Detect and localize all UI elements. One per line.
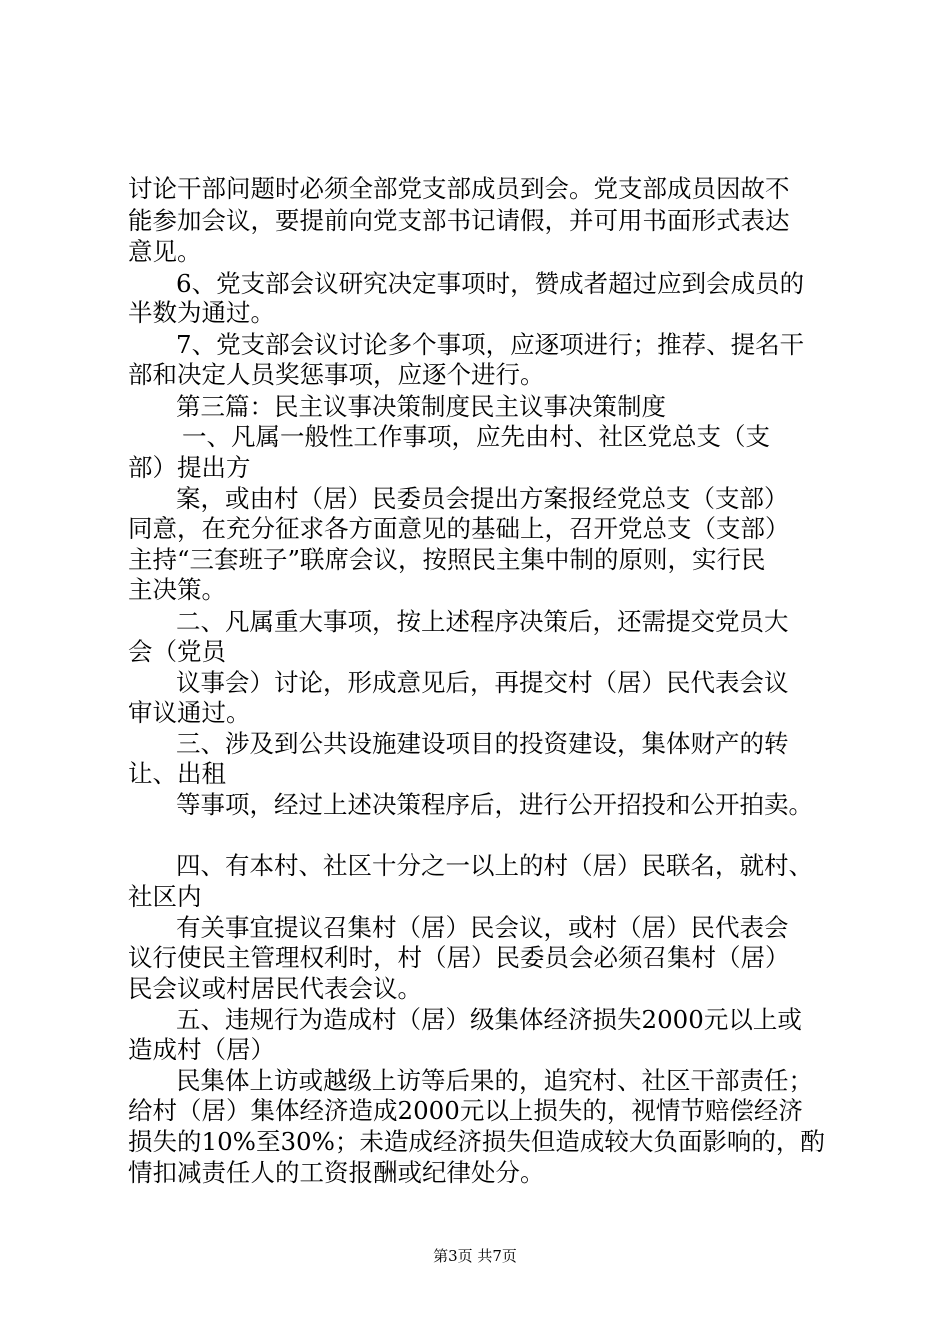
text-line: 三、涉及到公共设施建设项目的投资建设，集体财产的转 [176,729,789,758]
text-line: 四、有本村、社区十分之一以上的村（居）民联名，就村、 [176,851,813,880]
text-line: 讨论干部问题时必须全部党支部成员到会。党支部成员因故不 [128,174,790,203]
text-line: 同意，在充分征求各方面意见的基础上，召开党总支（支部） [128,514,790,543]
text-line: 能参加会议，要提前向党支部书记请假，并可用书面形式表达 [128,206,790,235]
text-line: 会（党员 [128,637,226,666]
text-line: 民会议或村居民代表会议。 [128,974,422,1003]
text-line: 一、凡属一般性工作事项，应先由村、社区党总支（支 [182,422,770,451]
text-line: 主持“三套班子”联席会议，按照民主集中制的原则，实行民 [128,545,766,574]
text-line: 民集体上访或越级上访等后果的，追究村、社区干部责任； [176,1066,813,1095]
text-line: 议行使民主管理权利时，村（居）民委员会必须召集村（居） [128,943,790,972]
text-line: 社区内 [128,882,202,911]
text-line: 二、凡属重大事项，按上述程序决策后，还需提交党员大 [176,607,789,636]
text-line: 给村（居）集体经济造成2000元以上损失的，视情节赔偿经济 [128,1096,803,1125]
text-line: 等事项，经过上述决策程序后，进行公开招投和公开拍卖。 [176,790,813,819]
text-line: 五、违规行为造成村（居）级集体经济损失2000元以上或 [176,1005,802,1034]
text-line: 议事会）讨论，形成意见后，再提交村（居）民代表会议 [176,668,789,697]
text-line: 7、党支部会议讨论多个事项，应逐项进行；推荐、提名干 [176,330,805,359]
text-line: 6、党支部会议研究决定事项时，赞成者超过应到会成员的 [176,269,805,298]
text-line: 损失的10%至30%；未造成经济损失但造成较大负面影响的，酌 [128,1127,825,1156]
text-line: 让、出租 [128,759,226,788]
text-line: 审议通过。 [128,698,251,727]
section-heading: 第三篇：民主议事决策制度民主议事决策制度 [176,392,666,421]
text-line: 半数为通过。 [128,298,275,327]
text-line: 部和决定人员奖惩事项，应逐个进行。 [128,360,545,389]
page-number-footer: 第3页 共7页 [433,1247,517,1265]
text-line: 案，或由村（居）民委员会提出方案报经党总支（支部） [176,484,789,513]
text-line: 情扣减责任人的工资报酬或纪律处分。 [128,1158,545,1187]
text-line: 造成村（居） [128,1035,275,1064]
text-line: 有关事宜提议召集村（居）民会议，或村（居）民代表会 [176,913,789,942]
text-line: 主决策。 [128,575,226,604]
text-line: 意见。 [128,237,202,266]
text-line: 部）提出方 [128,453,251,482]
